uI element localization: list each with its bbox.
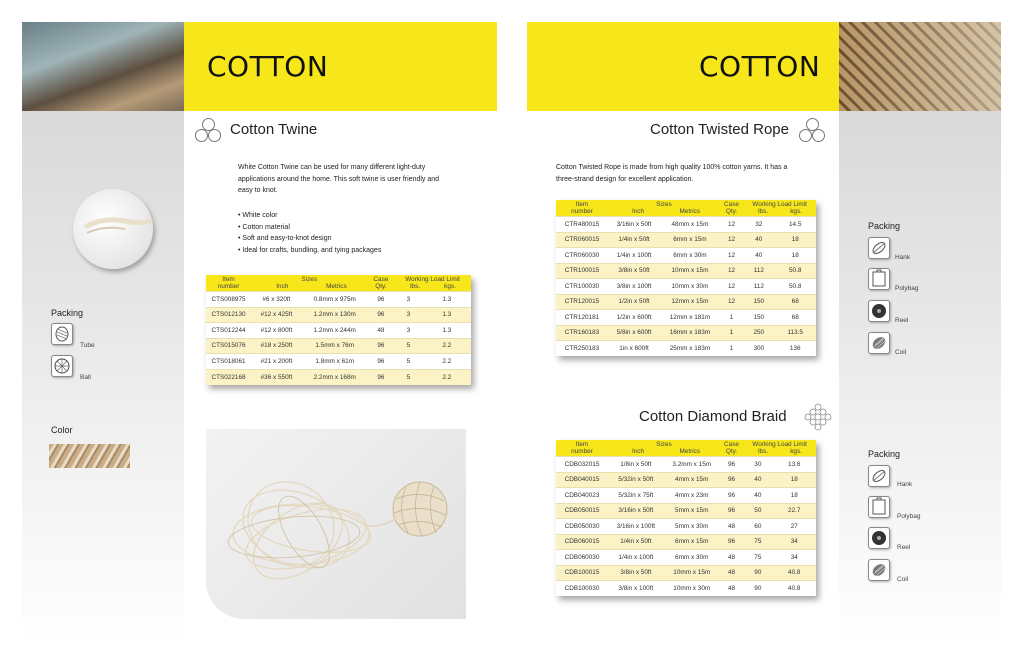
- braid-spec-table: [556, 440, 816, 596]
- table-row: [556, 232, 816, 248]
- table-cell: 34: [773, 534, 816, 550]
- coil-label: Coil: [897, 576, 909, 583]
- table-row: [206, 354, 471, 370]
- table-cell: 5: [394, 354, 422, 370]
- polybag-icon: [868, 496, 890, 518]
- header-item: Item number: [571, 441, 593, 455]
- header-sizes: Sizes Inch Metrics: [631, 201, 701, 215]
- table-cell: 22.7: [773, 503, 816, 519]
- table-cell: 3: [394, 323, 422, 339]
- rope-section-title: Cotton Twisted Rope: [650, 121, 789, 138]
- table-cell: CDB060015: [556, 534, 608, 550]
- table-cell: 90: [743, 565, 772, 581]
- table-cell: 150: [743, 310, 774, 326]
- table-cell: 1/2in x 600ft: [608, 310, 660, 326]
- twine-strand-icon: [73, 189, 153, 269]
- table-cell: 5/8in x 600ft: [608, 325, 660, 341]
- table-cell: 48: [720, 565, 743, 581]
- table-row: [556, 565, 816, 581]
- table-row: [206, 369, 471, 385]
- polybag-label: Polybag: [897, 513, 921, 520]
- table-cell: CTR100015: [556, 263, 608, 279]
- table-cell: 3: [394, 292, 422, 308]
- table-cell: 113.5: [774, 325, 816, 341]
- table-cell: 5/32in x 50ft: [608, 472, 664, 488]
- table-row: [556, 581, 816, 597]
- coil-icon: [868, 332, 890, 354]
- table-cell: 50.8: [774, 263, 816, 279]
- table-cell: 136: [774, 341, 816, 357]
- table-cell: 18: [774, 248, 816, 264]
- table-cell: 18: [774, 232, 816, 248]
- table-row: [556, 472, 816, 488]
- table-cell: 1/4in x 50ft: [608, 534, 664, 550]
- coil-label: Coil: [895, 349, 907, 356]
- table-row: [556, 310, 816, 326]
- diamond-braid-icon: [804, 403, 832, 431]
- book-binding-photo: [22, 22, 184, 111]
- rope-description: Cotton Twisted Rope is made from high quality 100% cotton yarns. It has a three-strand design for excellent application.: [556, 164, 788, 183]
- header-sizes: Sizes Inch Metrics: [631, 441, 701, 455]
- header-wll: Working Load Limit lbs. kgs.: [752, 441, 807, 455]
- table-cell: 10mm x 15m: [660, 263, 720, 279]
- tube-label: Tube: [80, 342, 95, 349]
- table-cell: 1.3: [423, 323, 471, 339]
- hank-icon: [868, 237, 890, 259]
- table-row: [206, 307, 471, 323]
- table-cell: 5mm x 30m: [664, 519, 720, 535]
- table-cell: 60: [743, 519, 772, 535]
- three-circles-icon: [195, 118, 221, 142]
- table-row: [206, 323, 471, 339]
- hank-icon: [868, 465, 890, 487]
- table-cell: 1: [720, 325, 743, 341]
- table-cell: CDB060030: [556, 550, 608, 566]
- table-cell: 27: [773, 519, 816, 535]
- table-cell: 12: [720, 279, 743, 295]
- table-cell: CDB050030: [556, 519, 608, 535]
- table-cell: CTS018061: [206, 354, 251, 370]
- table-cell: 4mm x 15m: [664, 472, 720, 488]
- table-cell: CDB100015: [556, 565, 608, 581]
- table-cell: 14.5: [774, 217, 816, 233]
- table-cell: 96: [720, 534, 743, 550]
- color-swatch: [49, 444, 130, 468]
- table-cell: 25mm x 183m: [660, 341, 720, 357]
- hank-label: Hank: [895, 254, 911, 261]
- table-cell: #18 x 250ft: [251, 338, 302, 354]
- table-cell: 3/16in x 50ft: [608, 217, 660, 233]
- table-cell: #6 x 320ft: [251, 292, 302, 308]
- table-cell: 12: [720, 263, 743, 279]
- table-cell: 12: [720, 217, 743, 233]
- table-cell: 1.2mm x 244m: [302, 323, 368, 339]
- color-title: Color: [51, 425, 73, 435]
- header-case: Case Qty.: [724, 201, 739, 215]
- feature-item: • Cotton material: [238, 222, 458, 234]
- coil-icon: [868, 559, 890, 581]
- table-row: [556, 519, 816, 535]
- table-cell: 3: [394, 307, 422, 323]
- reel-icon: [868, 527, 890, 549]
- feature-item: • White color: [238, 210, 458, 222]
- table-cell: 1/2in x 50ft: [608, 294, 660, 310]
- table-cell: 75: [743, 550, 772, 566]
- table-cell: 5/32in x 75ft: [608, 488, 664, 504]
- table-cell: 18: [773, 488, 816, 504]
- table-cell: 6mm x 30m: [664, 550, 720, 566]
- table-cell: 3.2mm x 15m: [664, 457, 720, 473]
- twine-section-title: Cotton Twine: [230, 121, 318, 138]
- table-cell: 96: [720, 472, 743, 488]
- table-row: [556, 341, 816, 357]
- table-row: [556, 294, 816, 310]
- table-cell: 16mm x 183m: [660, 325, 720, 341]
- polybag-icon: [868, 268, 890, 290]
- table-row: [556, 457, 816, 473]
- rope-spec-table: [556, 200, 816, 356]
- table-cell: 75: [743, 534, 772, 550]
- table-row: [556, 248, 816, 264]
- table-cell: CDB050015: [556, 503, 608, 519]
- table-cell: 12: [720, 248, 743, 264]
- table-cell: 1.3: [423, 307, 471, 323]
- table-cell: #21 x 200ft: [251, 354, 302, 370]
- header-wll: Working Load Limit lbs. kgs.: [405, 276, 460, 290]
- table-cell: 3/8in x 50ft: [608, 565, 664, 581]
- table-cell: CTR120181: [556, 310, 608, 326]
- table-cell: 4mm x 23m: [664, 488, 720, 504]
- table-cell: 2.2: [423, 354, 471, 370]
- table-cell: 1/4in x 100ft: [608, 550, 664, 566]
- table-cell: 3/8in x 100ft: [608, 279, 660, 295]
- table-cell: 48: [720, 519, 743, 535]
- table-cell: 6mm x 30m: [660, 248, 720, 264]
- table-cell: 300: [743, 341, 774, 357]
- table-cell: #12 x 800ft: [251, 323, 302, 339]
- table-cell: CTR100030: [556, 279, 608, 295]
- table-cell: 96: [368, 369, 395, 385]
- table-cell: CTR060030: [556, 248, 608, 264]
- table-cell: 1.5mm x 76m: [302, 338, 368, 354]
- table-cell: 1/4in x 50ft: [608, 232, 660, 248]
- table-cell: #12 x 425ft: [251, 307, 302, 323]
- header-case: Case Qty.: [373, 276, 389, 290]
- braid-section-title: Cotton Diamond Braid: [639, 408, 787, 425]
- table-cell: 250: [743, 325, 774, 341]
- twine-bundle-illustration: [206, 429, 466, 619]
- table-cell: CTS022168: [206, 369, 251, 385]
- header-item: Item number: [571, 201, 593, 215]
- table-row: [556, 550, 816, 566]
- reel-label: Reel: [897, 544, 911, 551]
- table-cell: 2.2mm x 168m: [302, 369, 368, 385]
- table-cell: 3/8in x 100ft: [608, 581, 664, 597]
- table-row: [556, 488, 816, 504]
- table-cell: 40.8: [773, 565, 816, 581]
- header-sizes: Sizes Inch Metrics: [276, 276, 347, 290]
- rope-packing-title: Packing: [868, 221, 901, 231]
- table-cell: 90: [743, 581, 772, 597]
- table-cell: 5mm x 15m: [664, 503, 720, 519]
- table-row: [556, 503, 816, 519]
- header-case: Case Qty.: [724, 441, 739, 455]
- table-cell: 150: [743, 294, 774, 310]
- left-packing-title: Packing: [51, 308, 84, 318]
- table-cell: 1in x 600ft: [608, 341, 660, 357]
- table-cell: 1/4in x 100ft: [608, 248, 660, 264]
- table-cell: 10mm x 15m: [664, 565, 720, 581]
- table-cell: CTR120015: [556, 294, 608, 310]
- table-cell: 0.8mm x 975m: [302, 292, 368, 308]
- table-cell: CTR160183: [556, 325, 608, 341]
- table-cell: 112: [743, 263, 774, 279]
- three-circles-icon: [799, 118, 825, 142]
- table-cell: 12: [720, 294, 743, 310]
- table-cell: CDB040023: [556, 488, 608, 504]
- twine-spec-table: [206, 275, 471, 385]
- table-cell: 96: [720, 457, 743, 473]
- table-cell: 40: [743, 232, 774, 248]
- table-cell: 48: [720, 581, 743, 597]
- table-row: [556, 263, 816, 279]
- rope-photo-overlay: [839, 22, 1001, 111]
- table-cell: 1: [720, 341, 743, 357]
- table-cell: CTS012244: [206, 323, 251, 339]
- table-cell: 6mm x 15m: [664, 534, 720, 550]
- twine-circle-photo: [73, 189, 153, 269]
- table-cell: 5: [394, 338, 422, 354]
- table-cell: 112: [743, 279, 774, 295]
- table-cell: 34: [773, 550, 816, 566]
- table-cell: 10mm x 30m: [664, 581, 720, 597]
- table-cell: 1.3: [423, 292, 471, 308]
- table-cell: 40: [743, 488, 772, 504]
- table-row: [206, 292, 471, 308]
- table-cell: 96: [720, 488, 743, 504]
- table-cell: 32: [743, 217, 774, 233]
- table-cell: CTR250183: [556, 341, 608, 357]
- table-cell: 6mm x 15m: [660, 232, 720, 248]
- table-cell: #36 x 550ft: [251, 369, 302, 385]
- table-cell: CDB032015: [556, 457, 608, 473]
- table-cell: 12mm x 15m: [660, 294, 720, 310]
- table-cell: 96: [368, 338, 395, 354]
- table-cell: 68: [774, 294, 816, 310]
- table-cell: CTS015076: [206, 338, 251, 354]
- table-row: [556, 279, 816, 295]
- table-cell: 48: [720, 550, 743, 566]
- table-cell: CTR480015: [556, 217, 608, 233]
- polybag-label: Polybag: [895, 285, 919, 292]
- table-cell: 50: [743, 503, 772, 519]
- table-cell: 40.8: [773, 581, 816, 597]
- table-cell: 40: [743, 248, 774, 264]
- reel-label: Reel: [895, 317, 909, 324]
- table-row: [556, 534, 816, 550]
- twine-feature-list: [238, 210, 458, 256]
- table-cell: 18: [773, 472, 816, 488]
- table-row: [206, 338, 471, 354]
- table-cell: 48: [368, 323, 395, 339]
- table-cell: 5: [394, 369, 422, 385]
- feature-item: • Ideal for crafts, bundling, and tying packages: [238, 245, 458, 257]
- table-cell: 96: [368, 292, 395, 308]
- right-sidebar: [839, 111, 1001, 648]
- braid-packing-title: Packing: [868, 449, 901, 459]
- table-cell: 40: [743, 472, 772, 488]
- right-banner-title: COTTON: [699, 50, 821, 83]
- feature-item: • Soft and easy-to-knot design: [238, 233, 458, 245]
- table-cell: 3/8in x 50ft: [608, 263, 660, 279]
- table-cell: 2.2: [423, 338, 471, 354]
- ball-icon: [51, 355, 73, 377]
- table-cell: 10mm x 30m: [660, 279, 720, 295]
- left-banner-title: COTTON: [207, 50, 329, 83]
- table-cell: 96: [720, 503, 743, 519]
- ball-label: Ball: [80, 374, 91, 381]
- table-cell: 68: [774, 310, 816, 326]
- table-cell: 12mm x 181m: [660, 310, 720, 326]
- table-cell: 3/16in x 100ft: [608, 519, 664, 535]
- table-cell: CDB040015: [556, 472, 608, 488]
- reel-icon: [868, 300, 890, 322]
- table-cell: 96: [368, 354, 395, 370]
- table-cell: CTS012130: [206, 307, 251, 323]
- twine-description: White Cotton Twine can be used for many different light-duty applications around the home. This soft twine is user friendly and easy to knot.: [238, 164, 440, 194]
- table-cell: 50.8: [774, 279, 816, 295]
- table-cell: 30: [743, 457, 772, 473]
- header-item: Item number: [217, 276, 240, 290]
- table-cell: 1/8in x 50ft: [608, 457, 664, 473]
- header-wll: Working Load Limit lbs. kgs.: [752, 201, 807, 215]
- hank-label: Hank: [897, 481, 913, 488]
- table-row: [556, 217, 816, 233]
- twine-product-photo: [206, 429, 466, 619]
- table-cell: CDB100030: [556, 581, 608, 597]
- table-cell: 96: [368, 307, 395, 323]
- table-row: [556, 325, 816, 341]
- tube-icon: [51, 323, 73, 345]
- table-cell: 1.2mm x 130m: [302, 307, 368, 323]
- table-cell: 13.6: [773, 457, 816, 473]
- table-cell: CTR060015: [556, 232, 608, 248]
- table-cell: 2.2: [423, 369, 471, 385]
- table-cell: 3/16in x 50ft: [608, 503, 664, 519]
- table-cell: 48mm x 15m: [660, 217, 720, 233]
- table-cell: 1.8mm x 61m: [302, 354, 368, 370]
- table-cell: 1: [720, 310, 743, 326]
- table-cell: CTS008975: [206, 292, 251, 308]
- table-cell: 12: [720, 232, 743, 248]
